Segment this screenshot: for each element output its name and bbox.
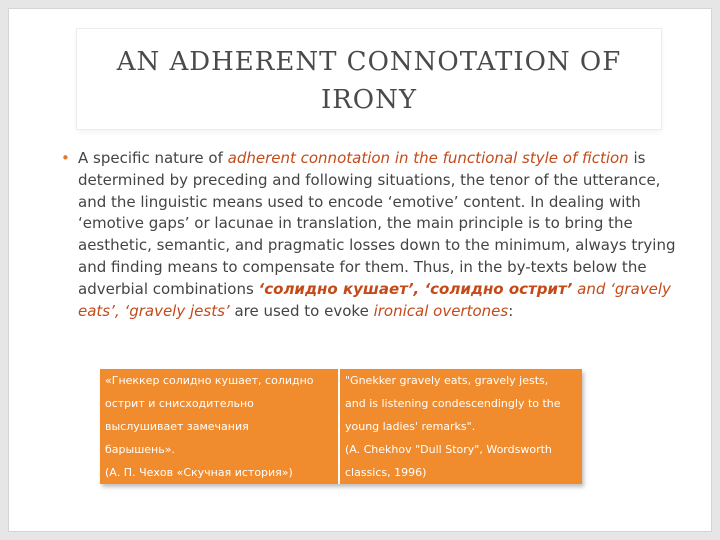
highlight-english-phrases: ‘gravely eats’, ‘gravely jests’	[78, 279, 671, 320]
russian-cell: «Гнеккер солидно кушает, солидно	[100, 369, 339, 392]
slide	[8, 8, 712, 532]
table-row	[100, 461, 582, 484]
russian-cell: острит и снисходительно	[100, 392, 339, 415]
title-box	[77, 29, 661, 129]
english-cell: young ladies' remarks".	[339, 415, 582, 438]
bullet-dot-icon: •	[61, 149, 70, 167]
bullet-paragraph	[61, 148, 681, 322]
russian-cell: барышень».	[100, 438, 339, 461]
table-row	[100, 438, 582, 461]
english-cell: classics, 1996)	[339, 461, 582, 484]
table-row	[100, 415, 582, 438]
highlight-adherent-connotation: adherent connotation in the functional style of fiction	[227, 149, 629, 167]
highlight-russian-phrases: ‘солидно кушает’, ‘солидно острит’	[258, 279, 573, 298]
highlight-ironical-overtones: ironical overtones	[373, 301, 509, 320]
text-seg-5: and	[572, 279, 611, 298]
russian-cell: выслушивает замечания	[100, 415, 339, 438]
english-cell: "Gnekker gravely eats, gravely jests,	[339, 369, 582, 392]
bullet-text	[78, 148, 681, 322]
table-row	[100, 392, 582, 415]
quote-table	[100, 369, 582, 484]
text-seg-7: are used to evoke	[229, 301, 374, 320]
table-row	[100, 369, 582, 392]
text-seg-1: A specific nature of	[78, 149, 228, 167]
text-seg-3: is determined by preceding and following situations, the tenor of the utterance, and the linguistic means used to encode ‘emotive’ content. In dealing with ‘emotive gaps’ or lacunae in translation, the main principle is to bring the aesthetic, semantic, and pragmatic losses down to the minimum, always trying and finding means to compensate for them. Thus, in the by-texts below the adverbial combinations	[78, 149, 676, 298]
russian-cell: (А. П. Чехов «Скучная история»)	[100, 461, 339, 484]
slide-title: AN ADHERENT CONNOTATION OF IRONY	[116, 47, 622, 115]
english-cell: and is listening condescendingly to the	[339, 392, 582, 415]
english-cell: (A. Chekhov "Dull Story", Wordsworth	[339, 438, 582, 461]
text-seg-9: :	[508, 301, 514, 320]
